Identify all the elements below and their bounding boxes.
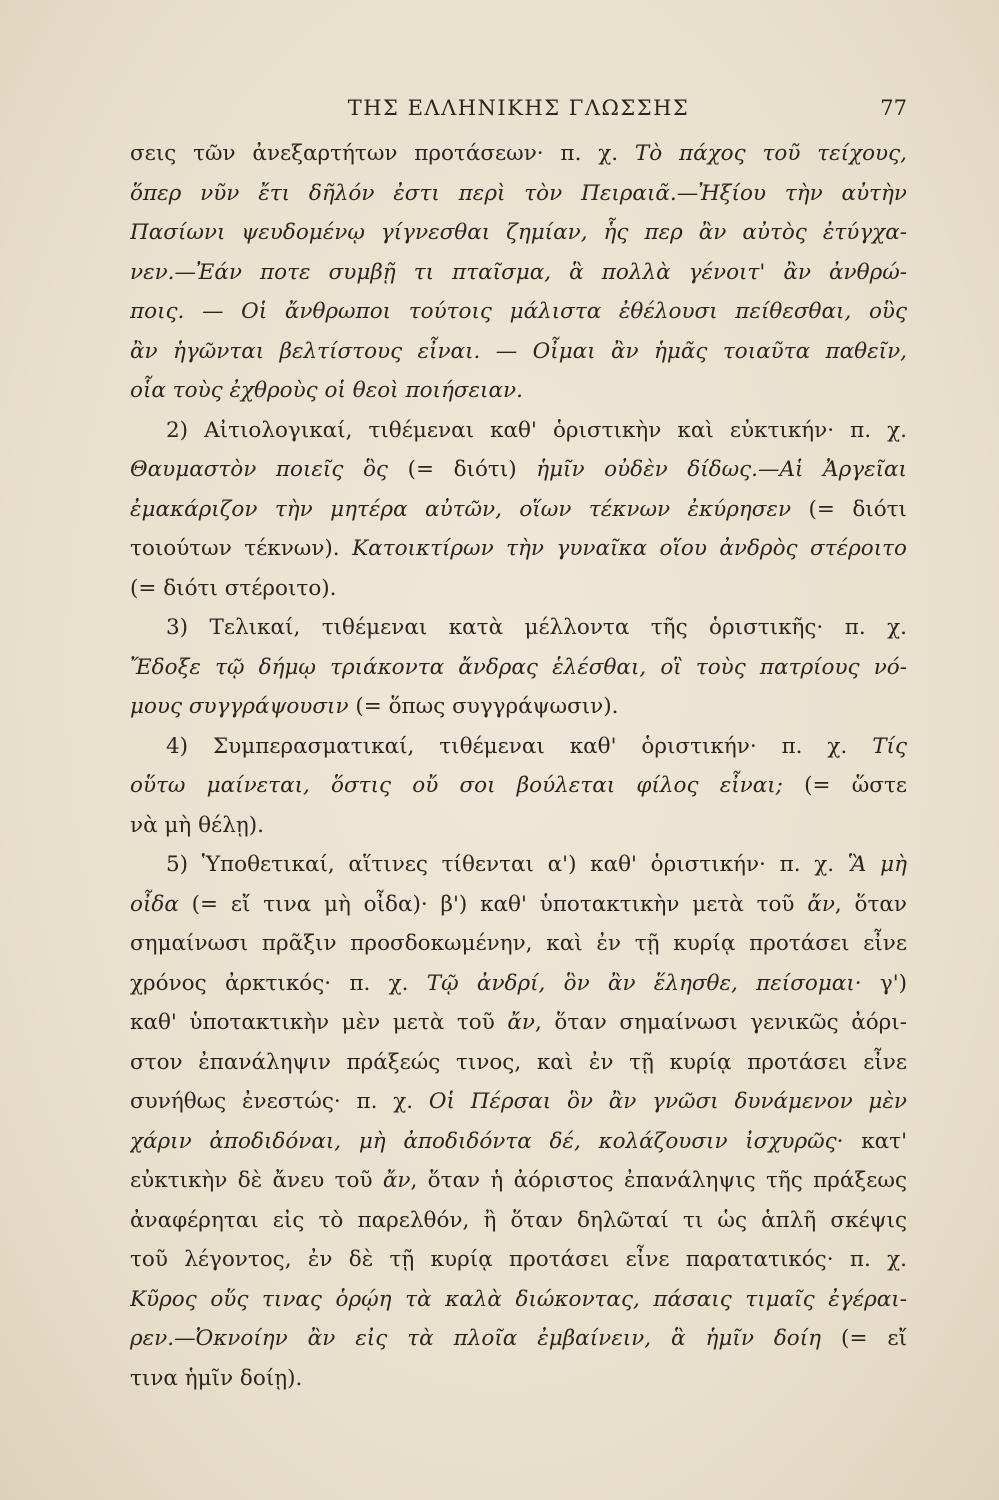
text-line [130,1319,907,1359]
text-segment: (= ὅπως συγγράψωσιν). [348,694,619,719]
text-line [130,213,907,253]
text-line [130,1161,907,1201]
text-line [130,292,907,332]
text-line [130,450,907,490]
text-segment: οἷα τοὺς ἐχθροὺς οἱ θεοὶ ποιήσειαν. [130,378,523,403]
text-segment: χάριν ἀποδιδόναι, μὴ ἀποδιδόντα δέ, κολάζουσιν ἰσχυρῶς· [130,1128,844,1154]
text-segment: νὰ μὴ θέλῃ). [130,812,264,838]
text-line [130,1043,907,1083]
text-segment: Τῷ ἀνδρί, ὃν ἂν ἕλησθε, πείσομαι· [426,970,862,996]
text-line [130,490,907,530]
text-line [130,687,907,727]
text-segment: (= εἴ [821,1326,907,1351]
text-segment: (= διότι [791,496,907,522]
text-line [130,253,907,293]
text-line [130,411,907,451]
text-segment: ρεν.—Ὀκνοίην ἂν εἰς τὰ πλοῖα ἐμβαίνειν, ἃ ἡμῖν δοίη [130,1326,822,1351]
text-segment: χρόνος ἀρκτικός· π. χ. [130,970,427,996]
text-segment: ἄν [507,1010,535,1035]
text-segment: τοῦ λέγοντος, ἐν δὲ τῇ κυρίᾳ προτάσει εἶνε παρατατικός· π. χ. [130,1247,907,1272]
text-segment: οὕτω μαίνεται, ὅστις οὔ σοι βούλεται φίλος εἶναι; [130,773,783,798]
text-segment: 3) Τελικαί, τιθέμεναι κατὰ μέλλοντα τῆς ὁριστικῆς· π. χ. [166,615,907,640]
text-segment: (= ὥστε [782,773,907,798]
text-line [130,529,907,569]
text-line [130,924,907,964]
text-segment: εὐκτικὴν δὲ ἄνευ τοῦ [130,1168,383,1193]
text-segment: 4) Συμπερασματικαί, τιθέμεναι καθ' ὁριστικήν· π. χ. [166,733,873,759]
text-line [130,332,907,372]
text-segment: ἄν [807,891,835,917]
text-segment: τοιούτων τέκνων). [130,536,353,561]
text-segment: ἡμῖν οὐδὲν δίδως.—Αἱ Ἀργεῖαι [536,457,907,482]
text-segment: ποις. — Οἱ ἄνθρωποι τούτοις μάλιστα ἐθέλουσι πείθεσθαι, οὓς [130,299,907,324]
text-segment: (= εἴ τινα μὴ οἶδα)· β') καθ' ὑποτακτικὴν μετὰ τοῦ [178,891,808,917]
text-line [130,608,907,648]
text-segment: 2) Αἰτιολογικαί, τιθέμεναι καθ' ὁριστικὴν καὶ εὐκτικήν· π. χ. [166,417,907,443]
text-segment: νεν.—Ἐάν ποτε συμβῇ τι πταῖσμα, ἃ πολλὰ γένοιτ' ἂν ἀνθρώ- [130,259,907,285]
text-segment: Πασίωνι ψευδομένῳ γίγνεσθαι ζημίαν, ἧς περ ἂν αὐτὸς ἐτύγχα- [130,220,907,245]
text-line [130,1003,907,1043]
text-line [130,648,907,688]
text-segment: Οἱ Πέρσαι ὃν ἂν γνῶσι δυνάμενον μὲν [428,1089,907,1114]
text-line [130,134,907,174]
text-segment: Τὸ πάχος τοῦ τείχους, [634,141,907,166]
text-line [130,1280,907,1320]
text-segment: σεις τῶν ἀνεξαρτήτων προτάσεων· π. χ. [130,141,635,166]
text-line [130,727,907,767]
text-line [130,806,907,846]
text-segment: ἀναφέρηται εἰς τὸ παρελθόν, ἢ ὅταν δηλῶταί τι ὡς ἁπλῆ σκέψις [130,1207,907,1233]
text-segment: μους συγγράψουσιν [130,694,349,719]
text-segment: Κατοικτίρων τὴν γυναῖκα οἵου ἀνδρὸς στέροιτο [352,536,907,561]
text-line [130,1201,907,1241]
text-segment: , ὅταν ἡ ἀόριστος ἐπανάληψις τῆς πράξεως [410,1168,907,1193]
text-segment: Κῦρος οὕς τινας ὁρῴη τὰ καλὰ διώκοντας, πάσαις τιμαῖς ἐγέραι- [130,1286,907,1312]
text-line [130,766,907,806]
text-line [130,885,907,925]
text-line [130,845,907,885]
page-number: 77 [880,96,907,120]
text-line [130,174,907,214]
text-segment: Τίς [872,733,907,759]
text-segment: ἐμακάριζον τὴν μητέρα αὐτῶν, οἵων τέκνων ἐκύρησεν [130,496,792,522]
text-line [130,1122,907,1162]
text-segment: σημαίνωσι πρᾶξιν προσδοκωμένην, καὶ ἐν τῇ κυρίᾳ προτάσει εἶνε [130,931,907,956]
text-line [130,1082,907,1122]
text-segment: ἂν ἡγῶνται βελτίστους εἶναι. — Οἶμαι ἂν ἡμᾶς τοιαῦτα παθεῖν, [130,338,907,364]
text-segment: , ὅταν [834,891,907,917]
text-segment: 5) Ὑποθετικαί, αἵτινες τίθενται α') καθ' ὁριστικήν· π. χ. [166,852,848,877]
text-line [130,964,907,1004]
text-segment: (= διότι) [387,457,537,482]
text-line [130,569,907,609]
text-segment: στον ἐπανάληψιν πράξεώς τινος, καὶ ἐν τῇ κυρίᾳ προτάσει εἶνε [130,1049,907,1075]
body-text [130,134,907,1398]
text-line [130,371,907,411]
text-segment: (= διότι στέροιτο). [130,575,337,601]
text-line [130,1359,907,1399]
text-segment: ἄν [382,1168,411,1193]
text-segment: Θαυμαστὸν ποιεῖς ὃς [130,457,388,482]
text-segment: κατ' [843,1128,907,1154]
text-segment: συνήθως ἐνεστώς· π. χ. [130,1089,429,1114]
text-line [130,1240,907,1280]
running-title: ΤΗΣ ΕΛΛΗΝΙΚΗΣ ΓΛΩΣΣΗΣ [347,96,690,120]
text-segment: γ') [861,970,907,996]
text-segment: τινα ἡμῖν δοίῃ). [130,1365,303,1391]
text-segment: οἶδα [130,891,179,917]
text-segment: Ἃ μὴ [847,852,907,877]
text-segment: καθ' ὑποτακτικὴν μὲν μετὰ τοῦ [130,1010,508,1035]
text-segment: Ἔδοξε τῷ δήμῳ τριάκοντα ἄνδρας ἑλέσθαι, οἳ τοὺς πατρίους νό- [130,654,907,680]
page-header [130,96,907,128]
text-segment: , ὅταν σημαίνωσι γενικῶς ἀόρι- [534,1010,907,1035]
text-segment: ὅπερ νῦν ἔτι δῆλόν ἐστι περὶ τὸν Πειραιᾶ.—Ἠξίου τὴν αὐτὴν [130,180,907,206]
